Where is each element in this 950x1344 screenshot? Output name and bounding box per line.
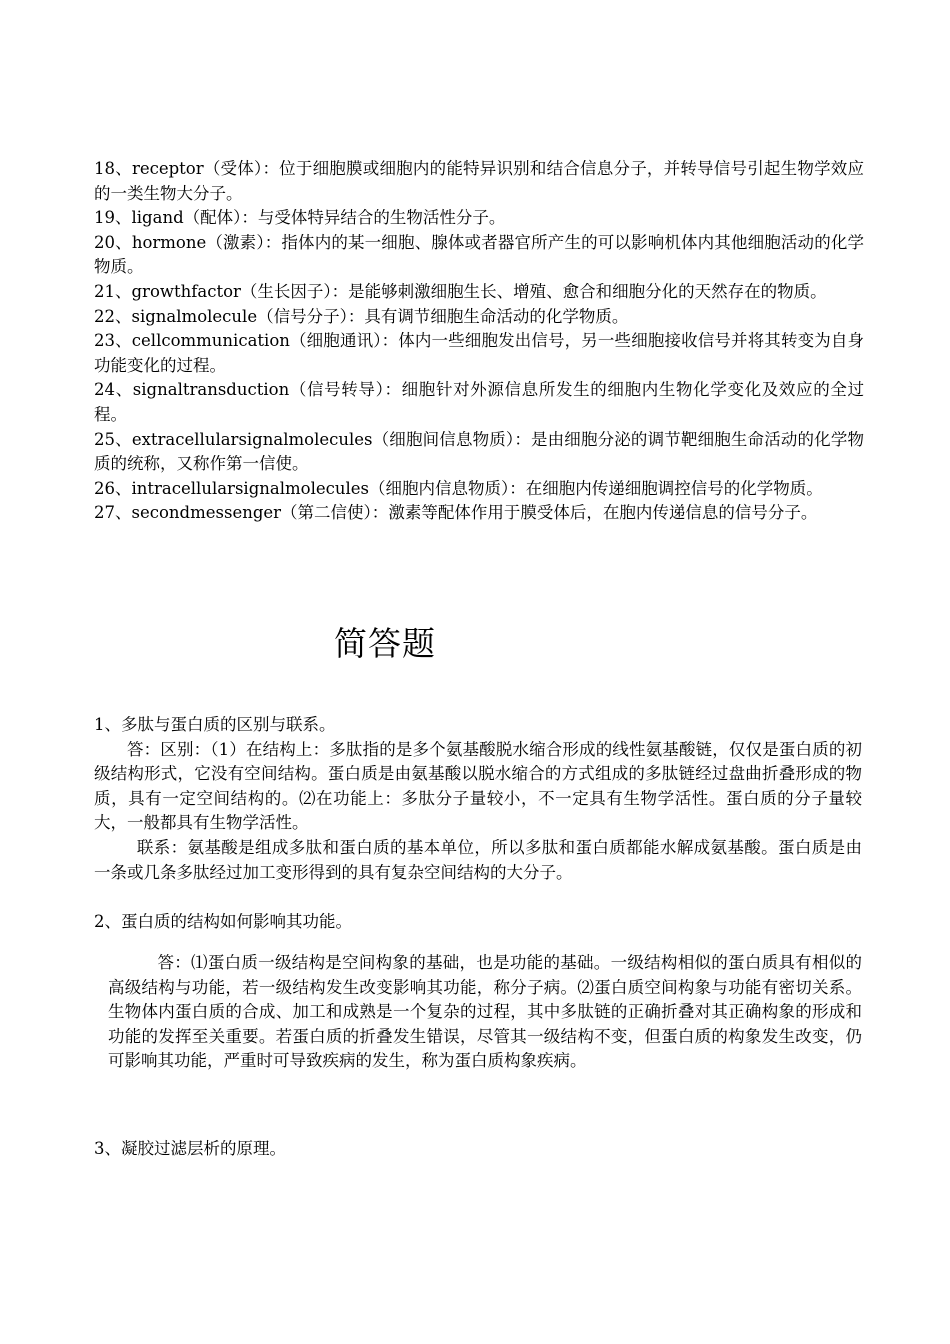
- question-text: 2、蛋白质的结构如何影响其功能。: [94, 912, 352, 931]
- definition-item: 25、extracellularsignalmolecules（细胞间信息物质）：是由细胞分泌的调节靶细胞生命活动的化学物质的统称，又称作第一信使。: [94, 429, 864, 474]
- definition-term: signalmolecule（信号分子）：: [131, 306, 365, 326]
- definition-item: 18、receptor（受体）：位于细胞膜或细胞内的能特异识别和结合信息分子，并转导信号引起生物学效应的一类生物大分子。: [94, 159, 865, 203]
- definition-item: 23、cellcommunication（细胞通讯）：体内一些细胞发出信号，另一些细胞接收信号并将其转变为自身功能变化的过程。: [94, 331, 865, 375]
- definition-text: 指体内的某一细胞、腺体或者器官所产生的可以影响机体内其他细胞活动的化学物质。: [94, 232, 865, 277]
- answer-paragraph: 答：区别：（1）在结构上：多肽指的是多个氨基酸脱水缩合形成的线性氨基酸链，仅仅是蛋白质的初级结构形式，它没有空间结构。蛋白质是由氨基酸以脱水缩合的方式组成的多肽链经过盘曲折叠形成的物质，具有一定空间结构的。⑵在功能上：多肽分子量较小，不一定具有生物学活性。蛋白质的分子量较大，一般都具有生物学活性。: [94, 739, 862, 833]
- definition-text: 是由细胞分泌的调节靶细胞生命活动的化学物质的统称，又称作第一信使。: [94, 429, 864, 474]
- definition-text: 激素等配体作用于膜受体后，在胞内传递信息的信号分子。: [388, 503, 818, 523]
- definition-item: 20、hormone（激素）：指体内的某一细胞、腺体或者器官所产生的可以影响机体内其他细胞活动的化学物质。: [94, 232, 865, 277]
- question-block: [94, 910, 862, 1091]
- definition-term: signaltransduction（信号转导）：: [132, 380, 402, 400]
- definitions-list: [94, 157, 864, 526]
- definition-text: 是能够刺激细胞生长、增殖、愈合和细胞分化的天然存在的物质。: [348, 281, 827, 301]
- definition-term: extracellularsignalmolecules（细胞间信息物质）：: [131, 429, 531, 449]
- definition-term: receptor（受体）：: [131, 159, 280, 178]
- question-text: 1、多肽与蛋白质的区别与联系。: [94, 715, 336, 734]
- definition-term: cellcommunication（细胞通讯）：: [131, 331, 399, 351]
- section-title: 简答题: [334, 624, 436, 663]
- answer-paragraph: 答：⑴蛋白质一级结构是空间构象的基础，也是功能的基础。一级结构相似的蛋白质具有相似的高级结构与功能，若一级结构发生改变影响其功能，称分子病。⑵蛋白质空间构象与功能有密切关系。生物体内蛋白质的合成、加工和成熟是一个复杂的过程，其中多肽链的正确折叠对其正确构象的形成和功能的发挥至关重要。若蛋白质的折叠发生错误，尽管其一级结构不变，但蛋白质的构象发生改变，仍可影响其功能，严重时可导致疾病的发生，称为蛋白质构象疾病。: [108, 953, 862, 1071]
- question-text: 3、凝胶过滤层析的原理。: [94, 1139, 286, 1158]
- question-block: [94, 713, 862, 885]
- definition-item: 22、signalmolecule（信号分子）：具有调节细胞生命活动的化学物质。: [94, 306, 629, 326]
- definition-item: 19、ligand（配体）：与受体特异结合的生物活性分子。: [94, 208, 506, 228]
- definition-text: 体内一些细胞发出信号，另一些细胞接收信号并将其转变为自身功能变化的过程。: [94, 331, 865, 375]
- definition-text: 在细胞内传递细胞调控信号的化学物质。: [525, 478, 823, 498]
- definition-item: 24、signaltransduction（信号转导）：细胞针对外源信息所发生的细胞内生物化学变化及效应的全过程。: [94, 380, 864, 424]
- definition-term: intracellularsignalmolecules（细胞内信息物质）：: [131, 478, 526, 498]
- definition-text: 与受体特异结合的生物活性分子。: [257, 208, 506, 228]
- definition-item: 21、growthfactor（生长因子）：是能够刺激细胞生长、增殖、愈合和细胞分化的天然存在的物质。: [94, 281, 827, 301]
- definition-term: secondmessenger（第二信使）：: [131, 503, 389, 523]
- definition-text: 细胞针对外源信息所发生的细胞内生物化学变化及效应的全过程。: [94, 380, 864, 424]
- definition-item: 26、intracellularsignalmolecules（细胞内信息物质）：在细胞内传递细胞调控信号的化学物质。: [94, 478, 823, 498]
- definition-term: ligand（配体）：: [131, 208, 258, 228]
- question-block: [94, 1137, 862, 1162]
- definition-text: 具有调节细胞生命活动的化学物质。: [364, 306, 629, 326]
- definition-item: 27、secondmessenger（第二信使）：激素等配体作用于膜受体后，在胞内传递信息的信号分子。: [94, 503, 818, 523]
- answer-paragraph: 联系：氨基酸是组成多肽和蛋白质的基本单位，所以多肽和蛋白质都能水解成氨基酸。蛋白质是由一条或几条多肽经过加工变形得到的具有复杂空间结构的大分子。: [94, 837, 862, 882]
- definition-term: growthfactor（生长因子）：: [131, 281, 349, 301]
- definition-text: 位于细胞膜或细胞内的能特异识别和结合信息分子，并转导信号引起生物学效应的一类生物大分子。: [94, 159, 865, 203]
- definition-term: hormone（激素）：: [131, 232, 282, 252]
